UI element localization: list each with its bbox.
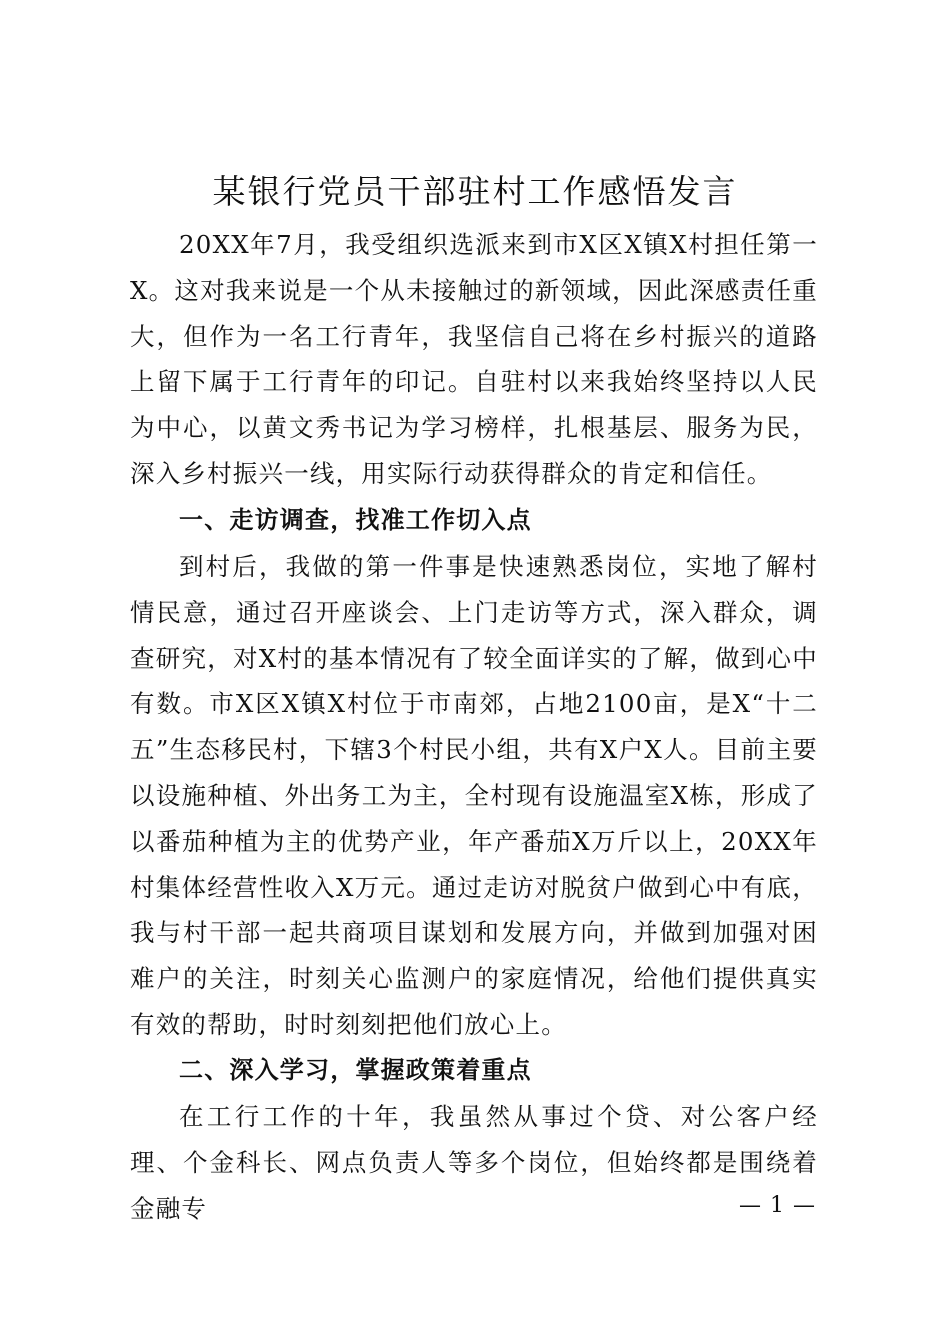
page-number: — 1 — — [739, 1193, 816, 1218]
intro-paragraph: 20XX年7月，我受组织选派来到市X区X镇X村担任第一X。这对我来说是一个从未接触过的新领域，因此深感责任重大，但作为一名工行青年，我坚信自己将在乡村振兴的道路上留下属于工行青年的印记。自驻村以来我始终坚持以人民为中心，以黄文秀书记为学习榜样，扎根基层、服务为民，深入乡村振兴一线，用实际行动获得群众的肯定和信任。 — [130, 230, 818, 488]
section-2-paragraph: 在工行工作的十年，我虽然从事过个贷、对公客户经理、个金科长、网点负责人等多个岗位，但始终都是围绕着金融专 — [130, 1102, 818, 1223]
section-2-heading: 二、深入学习，掌握政策着重点 — [179, 1056, 532, 1084]
section-1-heading: 一、走访调查，找准工作切入点 — [179, 506, 532, 534]
section-1-paragraph: 到村后，我做的第一件事是快速熟悉岗位，实地了解村情民意，通过召开座谈会、上门走访等方式，深入群众，调查研究，对X村的基本情况有了较全面详实的了解，做到心中有数。市X区X镇X村位于市南郊，占地2100亩，是X“十二五”生态移民村，下辖3个村民小组，共有X户X人。目前主要以设施种植、外出务工为主，全村现有设施温室X栋，形成了以番茄种植为主的优势产业，年产番茄X万斤以上，20XX年村集体经营性收入X万元。通过走访对脱贫户做到心中有底，我与村干部一起共商项目谋划和发展方向，并做到加强对困难户的关注，时刻关心监测户的家庭情况，给他们提供真实有效的帮助，时时刻刻把他们放心上。 — [130, 552, 818, 1039]
document-title: 某银行党员干部驻村工作感悟发言 — [212, 172, 738, 211]
